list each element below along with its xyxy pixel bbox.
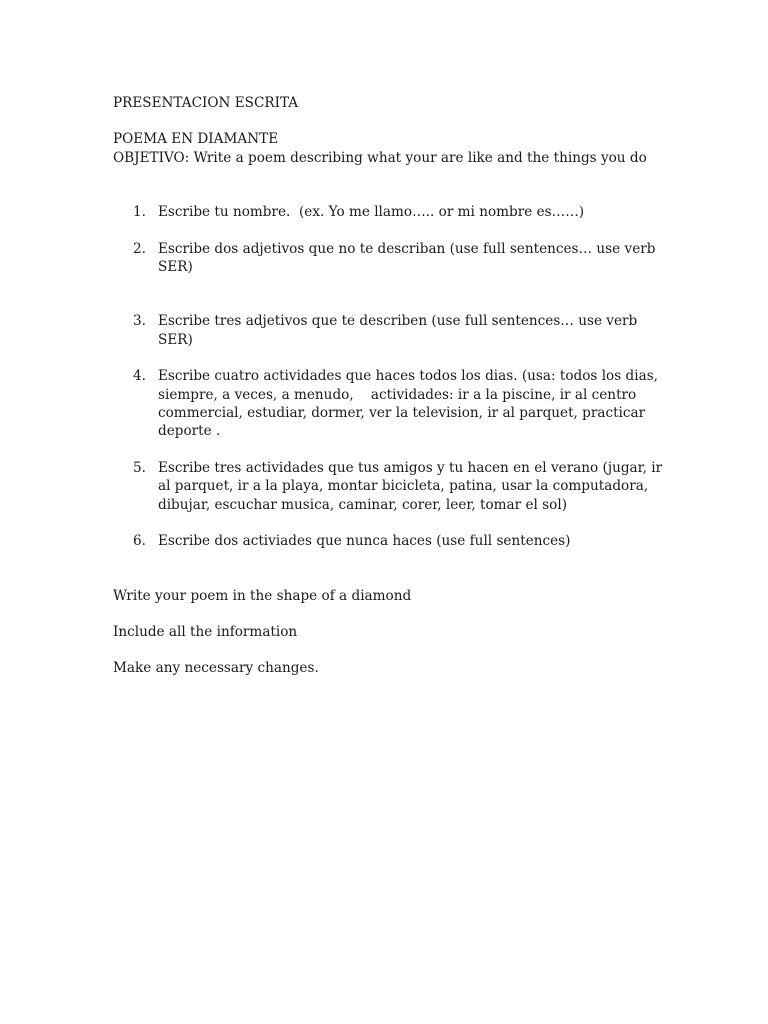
task-number: 6. [133, 533, 146, 550]
task-number: 2. [133, 240, 146, 257]
task-item [113, 459, 673, 514]
closing-instruction: Make any necessary changes. [113, 660, 319, 677]
task-item [113, 203, 673, 221]
document-page [113, 94, 673, 696]
task-text: Escribe dos activiades que nunca haces (use full sentences) [158, 533, 571, 550]
task-text: Escribe tres actividades que tus amigos y tu hacen en el verano (jugar, ir al parquet, ir a la playa, montar bicicleta, patina, usar la computadora, dibujar, escuchar musica, caminar, corer, leer, tomar el sol) [158, 459, 667, 513]
closing-instruction: Write your poem in the shape of a diamond [113, 587, 412, 604]
task-text: Escribe cuatro actividades que haces todos los dias. (usa: todos los dias, siempre, a veces, a menudo, actividades: ir a la piscine, ir al centro commercial, estudiar, dormer, ver la television, ir al parquet, practicar deporte . [158, 368, 663, 440]
task-item [113, 367, 673, 441]
task-item [113, 532, 673, 550]
document-heading: PRESENTACION ESCRITA [113, 95, 299, 111]
task-item [113, 240, 673, 277]
task-number: 5. [133, 459, 146, 476]
spacer [113, 112, 673, 130]
spacer [113, 167, 673, 203]
spacer [113, 569, 673, 587]
task-text: Escribe tres adjetivos que te describen (use full sentences… use verb SER) [158, 313, 642, 348]
task-list [113, 203, 673, 550]
objective-text: OBJETIVO: Write a poem describing what your are like and the things you do [113, 149, 647, 166]
task-text: Escribe tu nombre. (ex. Yo me llamo….. or mi nombre es……) [158, 204, 585, 221]
task-number: 3. [133, 313, 146, 330]
task-item [113, 312, 673, 349]
closing-instruction: Include all the information [113, 623, 298, 640]
document-subheading: POEMA EN DIAMANTE [113, 131, 279, 148]
task-number: 4. [133, 368, 146, 385]
task-text: Escribe dos adjetivos que no te describan (use full sentences… use verb SER) [158, 240, 660, 276]
task-number: 1. [133, 204, 146, 221]
